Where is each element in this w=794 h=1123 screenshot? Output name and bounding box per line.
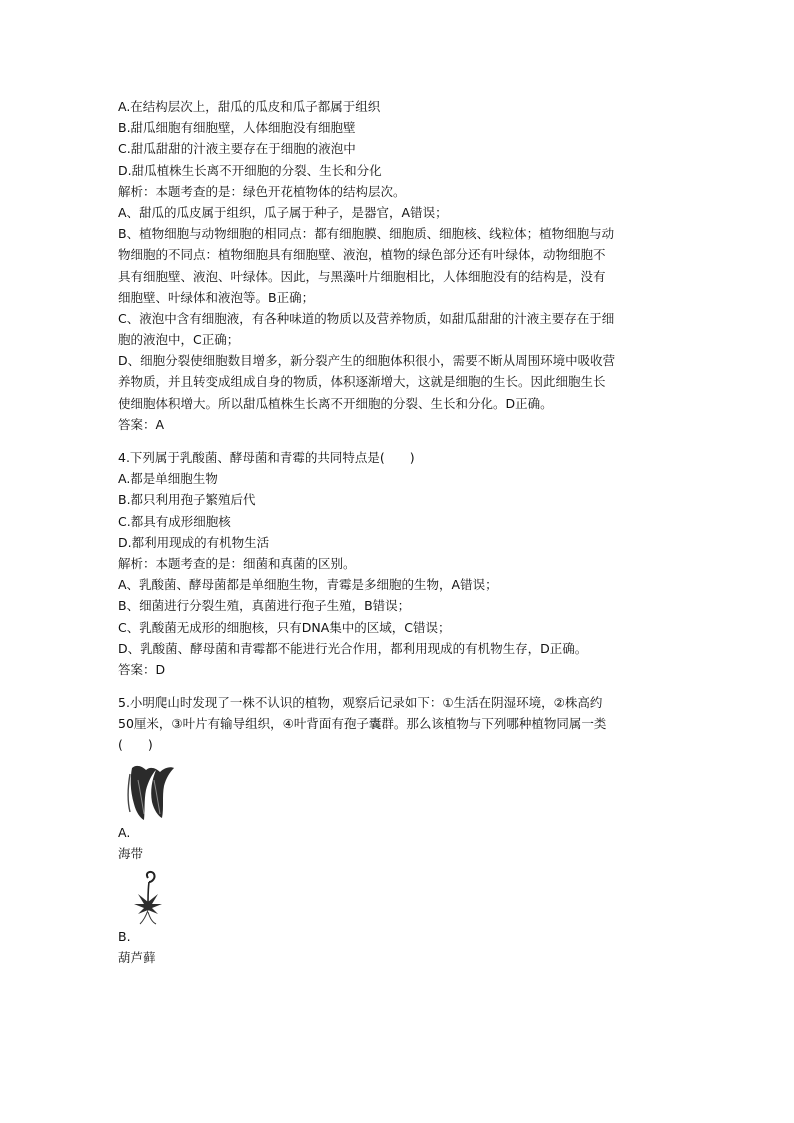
q4-option-c: C.都具有成形细胞核 xyxy=(118,513,231,529)
kelp-illustration xyxy=(118,760,188,822)
q4-analysis-c: C、乳酸菌无成形的细胞核，只有DNA集中的区域，C错误； xyxy=(118,619,451,635)
q5-question-line-1: 5.小明爬山时发现了一株不认识的植物，观察后记录如下：①生活在阴湿环境，②株高约 xyxy=(118,695,603,711)
q5-option-a-name: 海带 xyxy=(118,845,144,861)
q3-analysis-b-1: B、植物细胞与动物细胞的相同点：都有细胞膜、细胞质、细胞核、线粒体；植物细胞与动 xyxy=(118,226,615,242)
q5-question-line-3: ( ) xyxy=(118,737,153,753)
q4-analysis-b: B、细菌进行分裂生殖，真菌进行孢子生殖，B错误； xyxy=(118,598,411,614)
document-page xyxy=(118,96,678,968)
q3-analysis-b-2: 物细胞的不同点：植物细胞具有细胞壁、液泡，植物的绿色部分还有叶绿体，动物细胞不 xyxy=(118,247,606,263)
q3-analysis-intro: 解析：本题考查的是：绿色开花植物体的结构层次。 xyxy=(118,183,406,199)
q5-option-b-name: 葫芦藓 xyxy=(118,950,156,966)
q4-question: 4.下列属于乳酸菌、酵母菌和青霉的共同特点是( ) xyxy=(118,450,415,465)
q3-analysis-c-1: C、液泡中含有细胞液，有各种味道的物质以及营养物质，如甜瓜甜甜的汁液主要存在于细 xyxy=(118,310,615,326)
q3-analysis-a: A、甜瓜的瓜皮属于组织，瓜子属于种子，是器官，A错误； xyxy=(118,204,448,220)
q4-analysis-d: D、乳酸菌、酵母菌和青霉都不能进行光合作用，都利用现成的有机物生存，D正确。 xyxy=(118,640,588,656)
q4-option-b: B.都只利用孢子繁殖后代 xyxy=(118,492,256,508)
q3-analysis-b-4: 细胞壁、叶绿体和液泡等。B正确； xyxy=(118,289,315,305)
q3-analysis-d-1: D、细胞分裂使细胞数目增多，新分裂产生的细胞体积很小，需要不断从周围环境中吸收营 xyxy=(118,353,616,369)
q4-option-a: A.都是单细胞生物 xyxy=(118,471,218,487)
q3-answer: 答案：A xyxy=(118,416,165,432)
moss-illustration xyxy=(118,868,178,926)
q3-option-d: D.甜瓜植株生长离不开细胞的分裂、生长和分化 xyxy=(118,162,382,178)
q5-question-line-2: 50厘米，③叶片有输导组织，④叶背面有孢子囊群。那么该植物与下列哪种植物同属一类 xyxy=(118,716,607,732)
q3-analysis-b-3: 具有细胞壁、液泡、叶绿体。因此，与黑藻叶片细胞相比，人体细胞没有的结构是，没有 xyxy=(118,268,606,284)
q5-option-b-letter: B. xyxy=(118,929,131,944)
q3-option-a: A.在结构层次上，甜瓜的瓜皮和瓜子都属于组织 xyxy=(118,99,381,114)
q3-analysis-c-2: 胞的液泡中，C正确； xyxy=(118,332,240,348)
q4-option-d: D.都利用现成的有机物生活 xyxy=(118,534,270,550)
q4-analysis-a: A、乳酸菌、酵母菌都是单细胞生物，青霉是多细胞的生物，A错误； xyxy=(118,577,498,593)
q3-analysis-d-3: 使细胞体积增大。所以甜瓜植株生长离不开细胞的分裂、生长和分化。D正确。 xyxy=(118,395,553,411)
q3-option-c: C.甜瓜甜甜的汁液主要存在于细胞的液泡中 xyxy=(118,141,356,157)
q5-option-a-letter: A. xyxy=(118,824,131,840)
q4-answer: 答案：D xyxy=(118,661,166,677)
q3-analysis-d-2: 养物质，并且转变成组成自身的物质，体积逐渐增大，这就是细胞的生长。因此细胞生长 xyxy=(118,374,606,390)
q4-analysis-intro: 解析：本题考查的是：细菌和真菌的区别。 xyxy=(118,555,356,571)
q3-option-b: B.甜瓜细胞有细胞壁，人体细胞没有细胞壁 xyxy=(118,120,356,136)
